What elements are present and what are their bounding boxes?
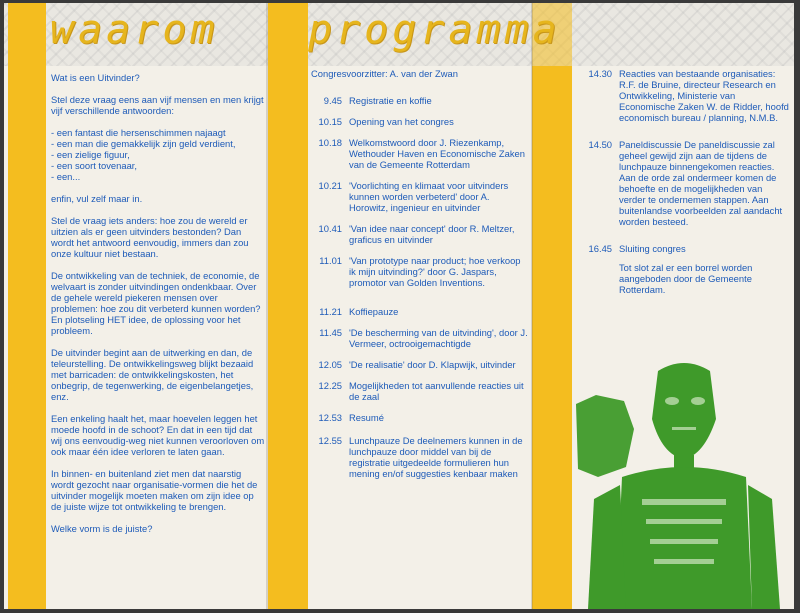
program-time [576,262,619,295]
paragraph: Stel de vraag iets anders: hoe zou de wereld er uitzien als er geen uitvinders bestonden? Dan wordt het antwoord eenvoudig, immers dan zou onze kultuur niet bestaan. [51,215,249,259]
answer-item: - een... [51,171,81,182]
program-text: Opening van het congres [349,116,454,127]
program-text: 'De realisatie' door D. Klapwijk, uitvinder [349,359,516,370]
fold-line-1 [266,3,268,609]
program-text: Welkomstwoord door J. Riezenkamp, Wethouder Haven en Economische Zaken van de Gemeente Rotterdam [349,137,525,170]
program-column-right [576,68,790,305]
robot-illustration [576,359,792,609]
program-text: Sluiting congres [619,243,686,254]
program-row [311,412,529,423]
fold-line-2 [531,3,533,609]
paragraph: De uitvinder begint aan de uitwerking en dan, de teleurstelling. De ontwikkelingsweg blijkt bezaaid met barricaden: de ontwikkelingskosten, het onbegrip, de tegenwerking, de eigenbelangetjes, enz. [51,347,254,402]
program-row [311,380,529,402]
program-time: 11.01 [319,255,342,266]
answer-item: - een soort tovenaar, [51,160,137,171]
program-text: Koffiepauze [349,306,399,317]
program-text: 'Van prototype naar product; hoe verkoop ik mijn uitvinding?' door G. Jaspars, promotor van Golden Inventions. [349,255,521,288]
program-row [311,137,529,170]
program-time: 12.53 [318,412,342,423]
program-row [311,95,529,106]
left-column [51,72,265,545]
chairman-line: Congresvoorzitter: A. van der Zwan [311,68,458,79]
program-row [311,180,529,213]
program-time: 10.18 [318,137,342,148]
program-text: Mogelijkheden tot aanvullende reacties uit de zaal [349,380,524,402]
question-title: Wat is een Uitvinder? [51,72,140,83]
program-text: Registratie en koffie [349,95,432,106]
answer-item: - een zielige figuur, [51,149,130,160]
program-time: 11.21 [319,306,342,317]
program-text: 'De bescherming van de uitvinding', door J. Vermeer, octrooigemachtigde [349,327,528,349]
program-time: 16.45 [588,243,612,254]
program-row [576,262,790,295]
yellow-bar-mid-top [268,3,308,66]
program-text: Tot slot zal er een borrel worden aangeboden door de Gemeente Rotterdam. [619,262,753,295]
program-time: 14.50 [588,139,612,150]
heading-waarom: waarom [50,7,219,53]
program-row [311,116,529,127]
answer-item: - een man die gemakkelijk zijn geld verdient, [51,138,236,149]
program-row [311,255,529,288]
program-row [311,435,529,479]
program-row [311,306,529,317]
program-text: 'Voorlichting en klimaat voor uitvinders kunnen worden verbeterd' door A. Horowitz, ingenieur en uitvinder [349,180,509,213]
program-time: 12.25 [318,380,342,391]
program-time: 12.55 [318,435,342,446]
paragraph: De ontwikkeling van de techniek, de economie, de welvaart is zonder uitvindingen ondenkbaar. Over de gehele wereld piekeren mensen over problemen: hoe zou dit verbeterd kunnen worden? En plotseling HET idee, de oplossing voor het probleem. [51,270,261,336]
yellow-bar-left [8,3,46,609]
program-time: 12.05 [318,359,342,370]
program-time: 10.41 [318,223,342,234]
paragraph: Een enkeling haalt het, maar hoevelen leggen het moede hoofd in de schoot? En dat in een tijd dat wij ons eenvoudig-weg niet kunnen veroorloven om ook maar één idee verloren te laten gaan. [51,413,265,457]
yellow-bar-mid [268,3,308,609]
program-row [576,243,790,254]
program-row [576,139,790,227]
program-text: Paneldiscussie De paneldiscussie zal geheel gewijd zijn aan de tijdens de lunchpauze binnengekomen reacties. Aan de orde zal ondermeer komen de behoefte en de mogelijkheden van verder te ondernemen stappen. Aan buitenlandse voorbeelden zal aandacht worden besteed. [619,139,783,227]
brochure-sheet [4,3,794,609]
program-row [311,359,529,370]
paragraph: Welke vorm is de juiste? [51,523,153,534]
program-text: Reacties van bestaande organisaties: R.F. de Bruine, directeur Research en Ontwikkeling, Ministerie van Economische Zaken W. de Ridder, hoofd economisch bureau / planning, N.M.B. [619,68,789,123]
program-time: 14.30 [588,68,612,79]
paragraph: In binnen- en buitenland ziet men dat naarstig wordt gezocht naar organisatie-vormen die het de uitvinder mogelijk moeten maken om zijn idee op de juiste wijze tot ontwikkeling te brengen. [51,468,258,512]
heading-programma: programma [308,7,561,53]
intro-text: Stel deze vraag eens aan vijf mensen en men krijgt vijf verschillende antwoorden: [51,94,264,116]
program-time: 11.45 [319,327,342,338]
answer-item: - een fantast die hersenschimmen najaagt [51,127,226,138]
program-row [311,223,529,245]
program-time: 10.15 [318,116,342,127]
program-row [311,327,529,349]
answers-list [51,127,265,182]
program-time: 9.45 [323,95,342,106]
program-time: 10.21 [318,180,342,191]
program-text: Lunchpauze De deelnemers kunnen in de lunchpauze door middel van bij de registratie uitgedeelde formulieren hun mening en/of suggesties kenbaar maken [349,435,523,479]
yellow-bar-left-top [8,3,46,66]
program-text: 'Van idee naar concept' door R. Meltzer, graficus en uitvinder [349,223,515,245]
program-text: Resumé [349,412,384,423]
program-column [311,68,529,489]
yellow-bar-right [532,66,572,609]
program-row [576,68,790,123]
fill-text: enfin, vul zelf maar in. [51,193,143,204]
